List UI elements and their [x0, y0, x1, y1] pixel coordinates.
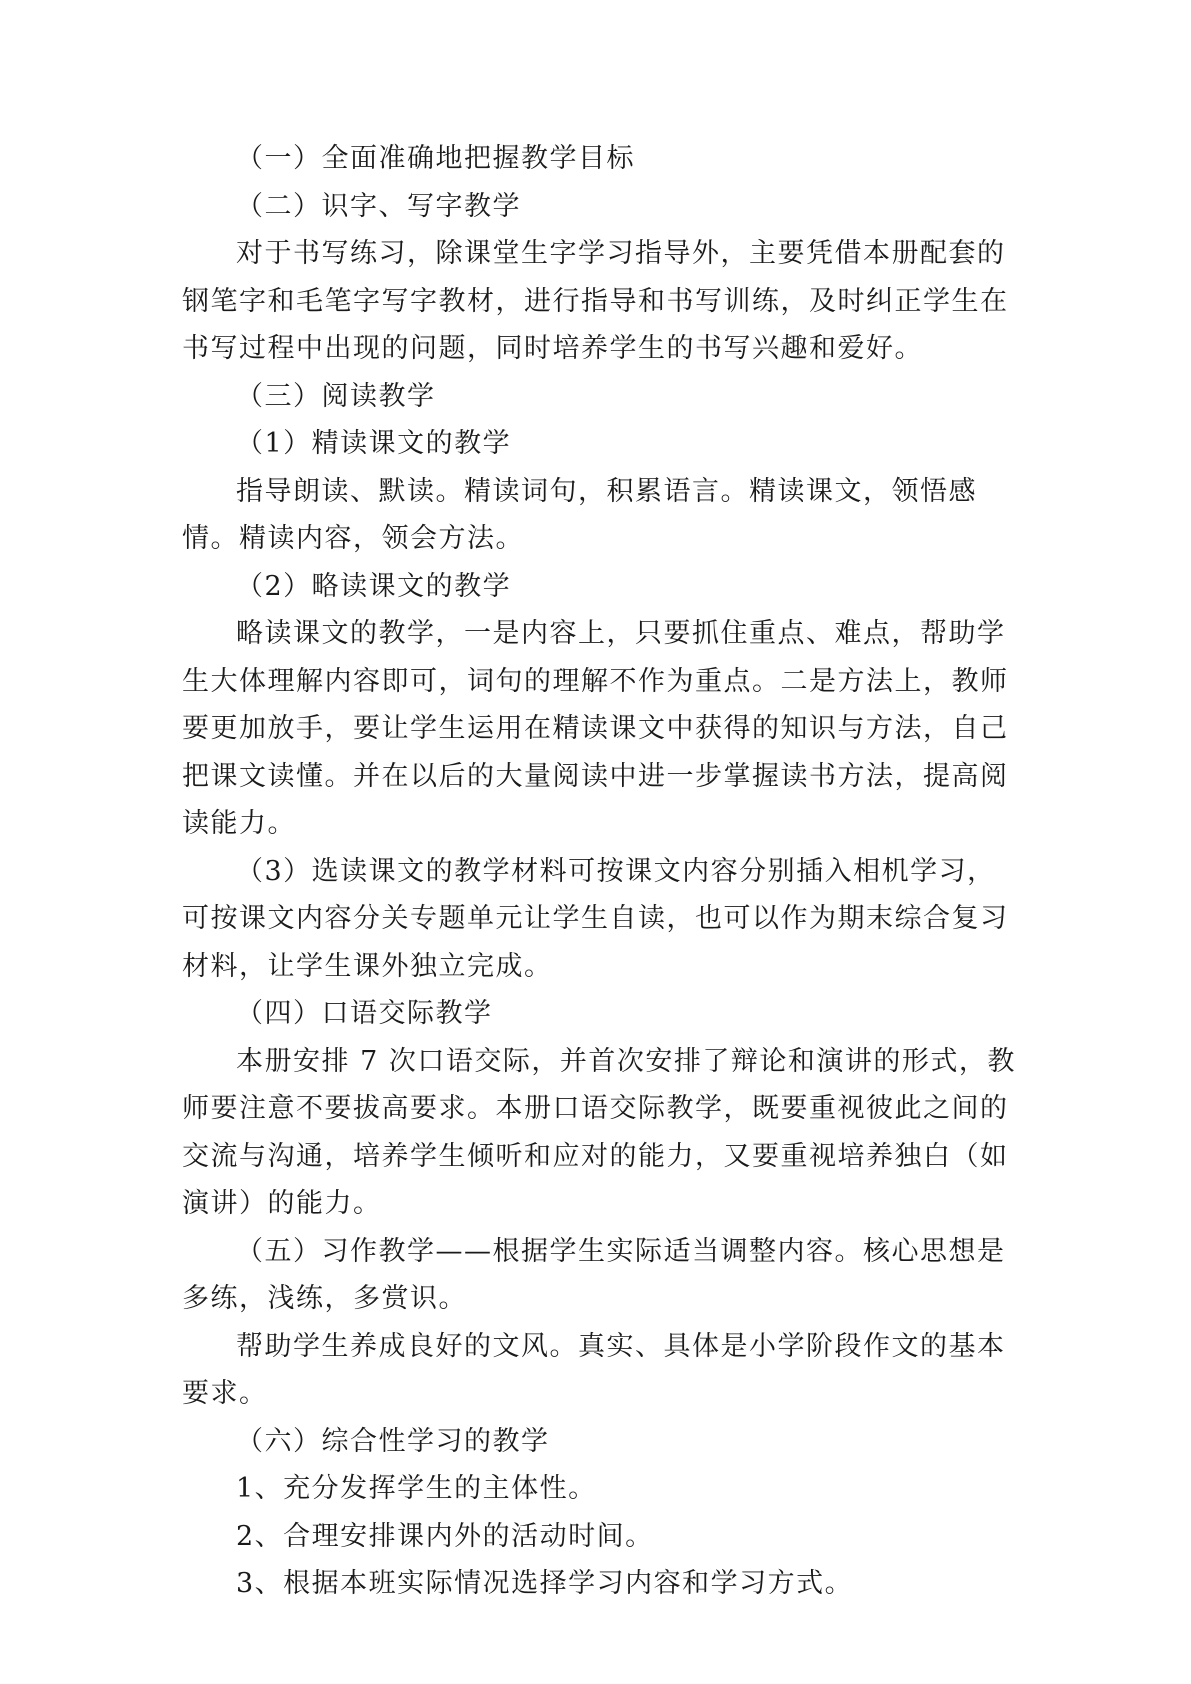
paragraph-oral-communication: 本册安排 7 次口语交际，并首次安排了辩论和演讲的形式，教师要注意不要拔高要求。本册口语交际教学，既要重视彼此之间的交流与沟通，培养学生倾听和应对的能力，又要重视培养独白（如演讲）的能力。	[182, 1045, 1016, 1219]
list-item-1: 1、充分发挥学生的主体性。	[236, 1473, 597, 1504]
section-heading-2: （二）识字、写字教学	[236, 190, 521, 222]
paragraph-skim-reading: 略读课文的教学，一是内容上，只要抓住重点、难点，帮助学生大体理解内容即可，词句的理解不作为重点。二是方法上，教师要更加放手，要让学生运用在精读课文中获得的知识与方法，自己把课文读懂。并在以后的大量阅读中进一步掌握读书方法，提高阅读能力。	[182, 618, 1009, 839]
document-body	[182, 135, 1018, 1608]
list-item-3: 3、根据本班实际情况选择学习内容和学习方式。	[236, 1568, 854, 1599]
subheading-intensive-reading: （1）精读课文的教学	[236, 428, 512, 459]
section-heading-4: （四）口语交际教学	[236, 998, 493, 1029]
paragraph-intensive-reading: 指导朗读、默读。精读词句，积累语言。精读课文，领悟感情。精读内容，领会方法。	[182, 475, 977, 554]
paragraph-writing-practice: 对于书写练习，除课堂生字学习指导外，主要凭借本册配套的钢笔字和毛笔字写字教材，进行指导和书写训练，及时纠正学生在书写过程中出现的问题，同时培养学生的书写兴趣和爱好。	[182, 238, 1009, 364]
list-item-2: 2、合理安排课内外的活动时间。	[236, 1520, 654, 1552]
paragraph-writing-style: 帮助学生养成良好的文风。真实、具体是小学阶段作文的基本要求。	[182, 1330, 1006, 1409]
section-heading-3: （三）阅读教学	[236, 380, 436, 412]
subheading-skim-reading: （2）略读课文的教学	[236, 570, 512, 602]
section-heading-1: （一）全面准确地把握教学目标	[236, 143, 635, 174]
paragraph-optional-reading: （3）选读课文的教学材料可按课文内容分别插入相机学习，可按课文内容分关专题单元让学生自读，也可以作为期末综合复习材料，让学生课外独立完成。	[182, 855, 1009, 982]
section-heading-5: （五）习作教学——根据学生实际适当调整内容。核心思想是多练，浅练，多赏识。	[182, 1235, 1006, 1314]
section-heading-6: （六）综合性学习的教学	[236, 1425, 550, 1457]
